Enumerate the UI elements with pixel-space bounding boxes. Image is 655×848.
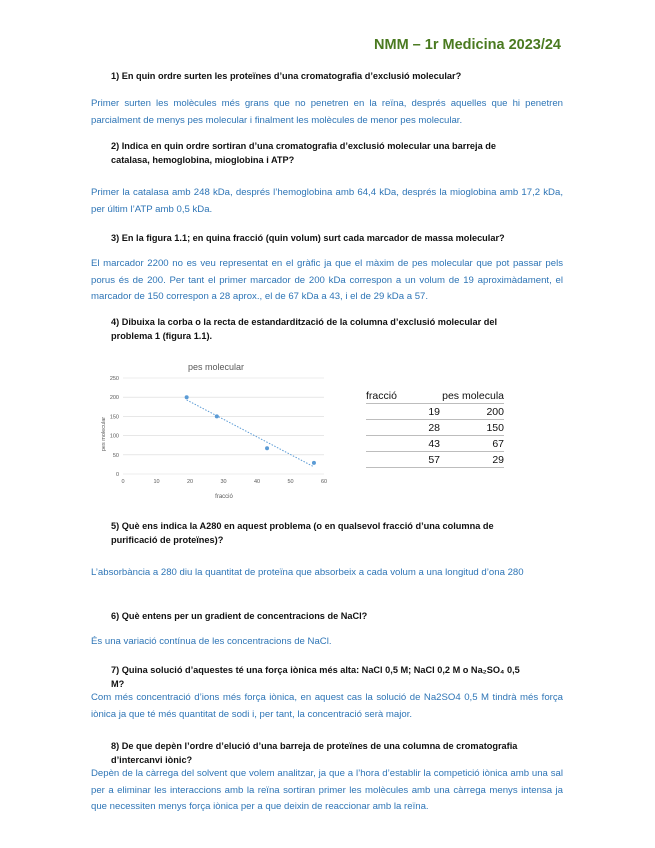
answer-2: Primer la catalasa amb 248 kDa, després l’hemoglobina amb 64,4 kDa, després la mioglobina amb 17,2 kDa, per últim l’ATP amb 0,5 kDa. [91, 187, 563, 215]
question-8: 8) De que depèn l’ordre d’elució d’una barreja de proteïnes de una columna de cromatografia d’intercanvi iònic? [111, 741, 518, 765]
question-5: 5) Què ens indica la A280 en aquest problema (o en qualsevol fracció d’una columna de purificació de proteïnes)? [111, 521, 494, 545]
chart-point [185, 395, 189, 399]
question-1: 1) En quin ordre surten les proteïnes d’una cromatografia d’exclusió molecular? [111, 71, 462, 81]
chart-y-tick-label: 50 [112, 452, 119, 459]
table-row [366, 452, 504, 468]
question-4: 4) Dibuixa la corba o la recta de estandardització de la columna d’exclusió molecular del problema 1 (figura 1.1). [111, 317, 498, 341]
table-row [366, 404, 504, 420]
chart-x-tick-label: 40 [253, 479, 261, 485]
chart-x-tick-label: 60 [320, 479, 328, 485]
table-row [366, 436, 504, 452]
table-cell-fraction: 43 [366, 436, 440, 452]
fraction-table [366, 390, 504, 468]
answer-3: El marcador 2200 no es veu representat en el gràfic ja que el màxim de pes molecular que pot passar pels porus és de 200. Per tant el primer marcador de 200 kDa correspon a un volum de 19 aproximàdament, el marcador de 150 correspon a 28 aprox., el de 67 kDa a 43, i el de 29 kDa a 57. [91, 258, 563, 302]
chart-x-ticks [121, 479, 327, 485]
page-header: NMM – 1r Medicina 2023/24 [374, 37, 561, 53]
question-3: 3) En la figura 1.1; en quina fracció (quin volum) surt cada marcador de massa molecular? [111, 233, 505, 243]
table-cell-weight: 150 [440, 420, 504, 436]
question-2: 2) Indica en quin ordre sortiran d’una cromatografia d’exclusió molecular una barreja de catalasa, hemoglobina, mioglobina i ATP? [111, 141, 496, 165]
chart-trendline [187, 400, 314, 467]
chart-gridlines [123, 378, 324, 474]
table-cell-weight: 200 [440, 404, 504, 420]
answer-6: És una variació contínua de les concentracions de NaCl. [91, 636, 332, 647]
table-cell-fraction: 57 [366, 452, 440, 468]
table-header-row [366, 390, 504, 404]
standardization-chart [96, 356, 336, 508]
answer-8: Depèn de la càrrega del solvent que volem analitzar, ja que a l’hora d’establir la competició iònica amb una sal per a eliminar les interaccions amb la reïna sortiran primer les molècules amb una càrrega menys intensa ja que necessiten menys força iònica per a que deixin de reaccionar amb la reïna. [91, 768, 563, 812]
table-cell-fraction: 28 [366, 420, 440, 436]
chart-x-tick-label: 10 [153, 479, 160, 485]
chart-y-tick-label: 200 [109, 395, 119, 402]
chart-y-tick-label: 100 [109, 433, 119, 440]
chart-y-ticks [110, 376, 119, 478]
chart-point [312, 461, 316, 465]
table-header-fraction: fracció [366, 390, 440, 404]
chart-x-label: fracció [215, 494, 233, 500]
question-6: 6) Què entens per un gradient de concentracions de NaCl? [111, 611, 368, 621]
chart-x-tick-label: 20 [186, 479, 194, 485]
table-cell-weight: 67 [440, 436, 504, 452]
chart-point [265, 446, 269, 450]
chart-y-tick-label: 150 [109, 414, 119, 421]
chart-x-tick-label: 50 [287, 479, 294, 485]
answer-1: Primer surten les molècules més grans que no penetren en la reïna, després aquelles que hi penetren parcialment de menys pes molecular i finalment les molècules de menor pes molecular. [91, 98, 563, 126]
answer-7: Com més concentració d’ions més força iònica, en aquest cas la solució de Na2SO4 0,5 M tindrà més força iònica ja que té més quantitat de sodi i, per tant, la concentració serà major. [91, 692, 563, 720]
chart-y-tick-label: 250 [109, 376, 119, 382]
table-header-weight: pes molecula [440, 390, 504, 404]
chart-point [215, 414, 219, 418]
chart-y-label: pes molecular [101, 416, 107, 452]
table-row [366, 420, 504, 436]
chart-y-tick-label: 0 [115, 472, 119, 478]
chart-points [185, 395, 316, 465]
chart-title: pes molecular [187, 362, 245, 372]
chart-x-tick-label: 30 [220, 479, 227, 485]
table-cell-fraction: 19 [366, 404, 440, 420]
chart-x-tick-label: 0 [121, 479, 125, 485]
table-cell-weight: 29 [440, 452, 504, 468]
answer-5: L’absorbància a 280 diu la quantitat de proteïna que absorbeix a cada volum a una longitud d’ona 280 [91, 567, 524, 578]
question-7: 7) Quina solució d’aquestes té una força iònica més alta: NaCl 0,5 M; NaCl 0,2 M o Na₂SO₄ 0,5 M? [111, 665, 520, 689]
